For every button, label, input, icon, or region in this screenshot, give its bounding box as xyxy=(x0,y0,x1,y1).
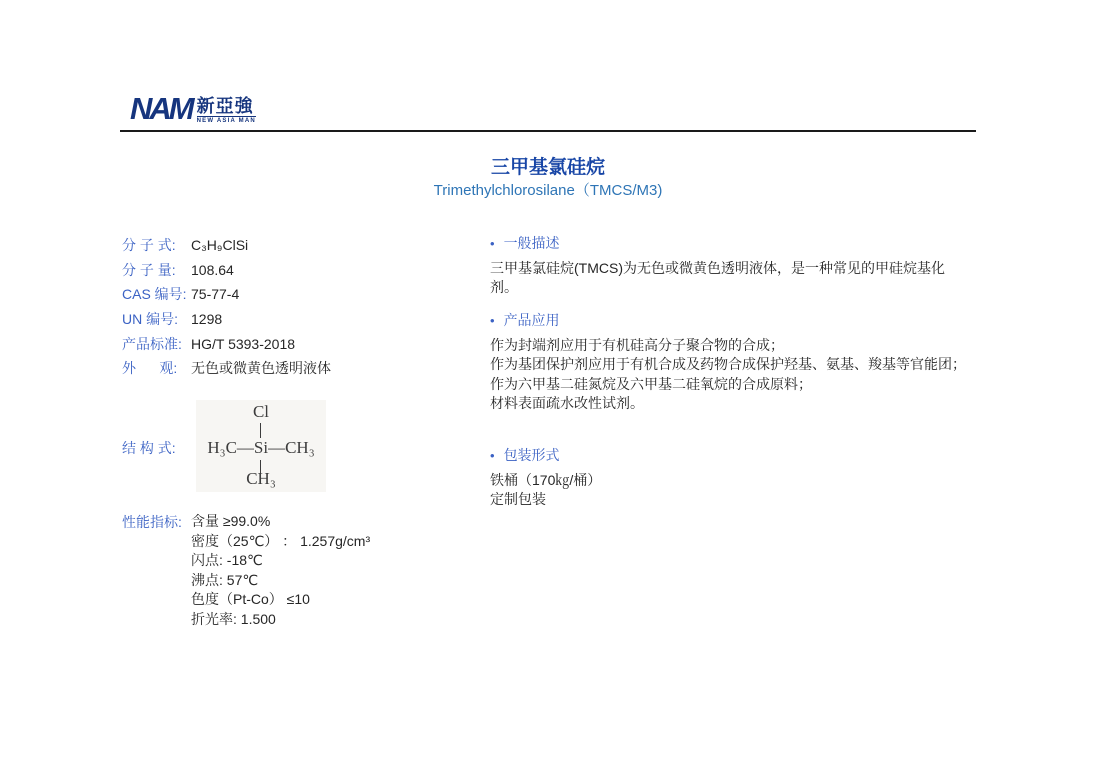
property-row-appearance xyxy=(122,356,331,381)
section-title: 包装形式 xyxy=(503,447,560,463)
property-label: 外 观: xyxy=(122,360,178,377)
section-title: 一般描述 xyxy=(503,235,560,251)
section-text-line: 作为六甲基二硅氮烷及六甲基二硅氧烷的合成原料； xyxy=(490,375,812,392)
property-row-un-number xyxy=(122,307,331,332)
property-row-product-standard xyxy=(122,331,331,356)
performance-specs-items xyxy=(191,512,370,630)
section-product-applications xyxy=(490,310,968,413)
product-title-en: Trimethylchlorosilane（TMCS/M3) xyxy=(433,182,663,199)
spec-flash-point: 闪点: -18℃ xyxy=(191,552,263,569)
section-header xyxy=(490,310,968,330)
product-title-cn: 三甲基氯硅烷 xyxy=(490,157,605,178)
section-text-line: 定制包装 xyxy=(490,491,546,508)
property-value: HG/T 5393-2018 xyxy=(191,335,296,352)
property-label: CAS 编号: xyxy=(122,286,187,303)
spec-content: 含量 ≥99.0% xyxy=(191,513,271,529)
property-list xyxy=(122,233,331,381)
bullet-icon: • xyxy=(490,236,495,251)
section-text-line: 铁桶（170㎏/桶） xyxy=(490,472,602,488)
section-title: 产品应用 xyxy=(503,312,560,328)
structure-atom-cl: Cl xyxy=(252,402,270,421)
property-label: 分 子 量: xyxy=(122,261,176,278)
logo-nam-mark: NAM xyxy=(130,91,192,126)
section-text-line: 三甲基氯硅烷(TMCS)为无色或微黄色透明液体，是一种常见的甲硅烷基化剂。 xyxy=(490,260,945,296)
logo-company-name-en: NEW ASIA MAN xyxy=(196,118,256,124)
performance-specs-label: 性能指标: xyxy=(122,514,182,530)
structure-formula-label: 结 构 式: xyxy=(122,440,176,456)
logo-name-block xyxy=(197,94,256,125)
section-text-line: 作为基团保护剂应用于有机合成及药物合成保护羟基、氨基、羧基等官能团； xyxy=(490,356,966,373)
property-value: C₃H₉ClSi xyxy=(191,237,249,254)
property-label: UN 编号: xyxy=(122,311,178,328)
property-row-molecular-weight xyxy=(122,258,331,283)
structure-formula-diagram xyxy=(196,400,326,492)
section-general-description xyxy=(490,233,968,298)
property-label: 分 子 式: xyxy=(122,237,176,254)
spec-density: 密度（25℃） ： 1.257g/cm³ xyxy=(191,532,371,549)
logo-company-name-cn: 新亞強 xyxy=(196,96,254,116)
section-packaging xyxy=(490,445,968,510)
property-value: 108.64 xyxy=(191,261,234,278)
header-divider xyxy=(120,130,976,132)
bullet-icon: • xyxy=(490,313,495,328)
company-logo xyxy=(130,91,256,126)
spec-color-index: 色度（Pt-Co） ≤10 xyxy=(191,591,310,608)
property-value: 无色或微黄色透明液体 xyxy=(191,360,331,377)
structure-bond-vertical-top xyxy=(260,423,261,438)
property-row-molecular-formula xyxy=(122,233,331,258)
section-header xyxy=(490,445,968,465)
section-header xyxy=(490,233,968,253)
spec-boiling-point: 沸点: 57℃ xyxy=(191,571,259,588)
property-label: 产品标准: xyxy=(122,335,182,352)
structure-atom-ch3: CH₃ xyxy=(246,469,276,488)
bullet-icon: • xyxy=(490,448,495,463)
structure-middle-row: H₃C—Si—CH₃ xyxy=(207,438,315,457)
spec-refractive-index: 折光率: 1.500 xyxy=(191,610,276,627)
property-value: 75-77-4 xyxy=(191,286,240,303)
property-row-cas-number xyxy=(122,282,331,307)
section-text-line: 作为封端剂应用于有机硅高分子聚合物的合成； xyxy=(490,337,784,353)
section-text-line: 材料表面疏水改性试剂。 xyxy=(490,394,644,411)
performance-specs xyxy=(122,512,370,630)
property-value: 1298 xyxy=(191,311,223,328)
